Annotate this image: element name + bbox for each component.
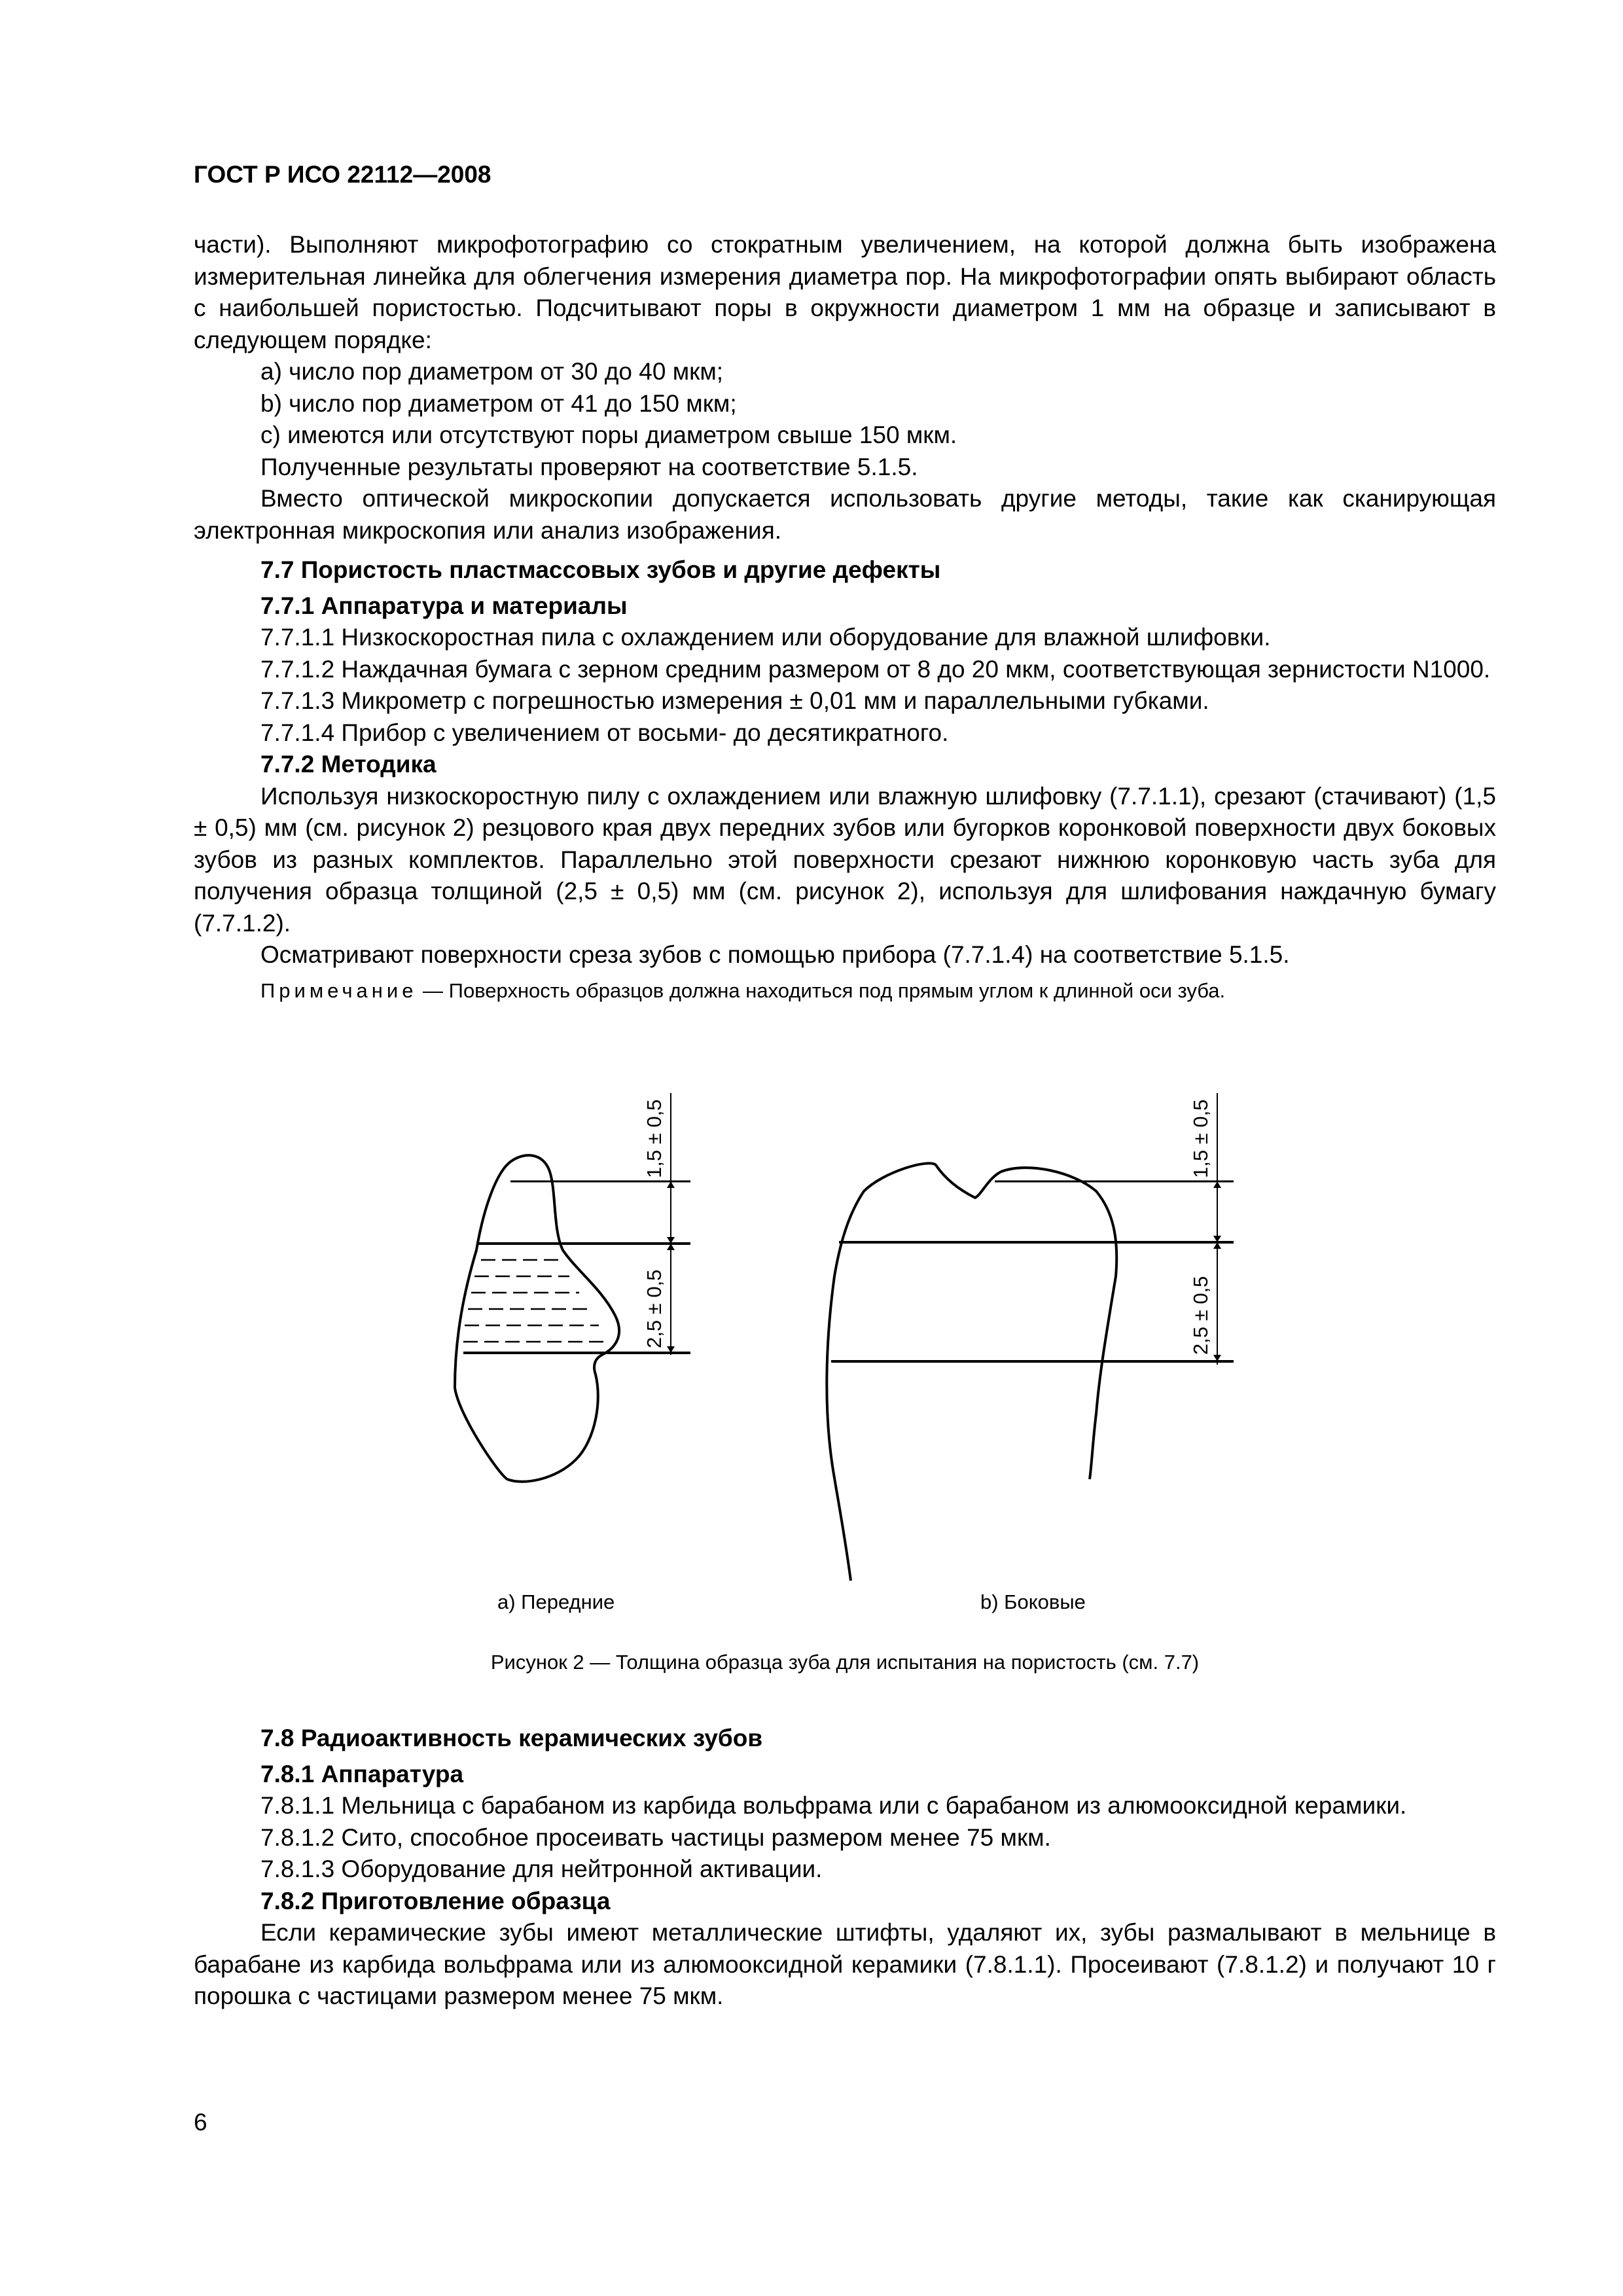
subsection-heading-7-8-2: 7.8.2 Приготовление образца xyxy=(260,1887,611,1914)
figure-2 xyxy=(393,1073,1296,1623)
list-item-a: a) число пор диаметром от 30 до 40 мкм; xyxy=(260,358,724,385)
list-item-b: b) число пор диаметром от 41 до 150 мкм; xyxy=(260,389,737,417)
section-heading-7-8: 7.8 Радиоактивность керамических зубов xyxy=(260,1725,763,1751)
dim-label-1-left: 1,5 ± 0,5 xyxy=(643,1099,666,1178)
list-item-c: c) имеются или отсутствуют поры диаметром свыше 150 мкм. xyxy=(260,422,957,448)
text-block-top xyxy=(194,229,1496,1007)
note xyxy=(194,975,1496,1007)
page-number: 6 xyxy=(194,2109,207,2136)
note-text: — Поверхность образцов должна находиться под прямым углом к длинной оси зуба. xyxy=(417,978,1226,1002)
list-item: 7.7.1.1 Низкоскоростная пила с охлаждением или оборудование для влажной шлифовки. xyxy=(260,624,1271,651)
paragraph: Осматривают поверхности среза зубов с помощью прибора (7.7.1.4) на соответствие 5.1.5. xyxy=(260,941,1290,968)
subsection-heading-7-8-1: 7.8.1 Аппаратура xyxy=(260,1760,464,1787)
dim-label-2-right: 2,5 ± 0,5 xyxy=(1189,1276,1212,1355)
front-tooth-outline xyxy=(455,1155,619,1482)
paragraph: Вместо оптической микроскопии допускается использовать другие методы, такие как сканирующая электронная микроскопия или анализ изображения. xyxy=(194,485,1496,544)
dim-label-2-left: 2,5 ± 0,5 xyxy=(643,1269,666,1348)
list-item: 7.8.1.3 Оборудование для нейтронной активации. xyxy=(260,1856,823,1882)
subsection-heading-7-7-1: 7.7.1 Аппаратура и материалы xyxy=(260,592,628,619)
list-item: 7.7.1.4 Прибор с увеличением от восьми- до десятикратного. xyxy=(260,719,949,746)
note-label: Примечание xyxy=(260,978,418,1002)
dim-label-1-right: 1,5 ± 0,5 xyxy=(1189,1099,1212,1178)
paragraph: части). Выполняют микрофотографию со стократным увеличением, на которой должна быть изображена измерительная линейка для облегчения измерения диаметра пор. На микрофотографии опять выбирают область с наибольшей пористостью. Подсчитывают поры в окружности диаметром 1 мм на образце и записывают в следующем порядке: xyxy=(194,231,1496,353)
tooth-diagram xyxy=(393,1073,1296,1623)
hatch-lines xyxy=(463,1260,609,1342)
list-item: 7.7.1.3 Микрометр с погрешностью измерения ± 0,01 мм и параллельными губками. xyxy=(260,687,1209,714)
list-item: 7.7.1.2 Наждачная бумага с зерном средним размером от 8 до 20 мкм, соответствующая зернистости N1000. xyxy=(260,655,1491,683)
figure-label-b: b) Боковые xyxy=(980,1590,1086,1613)
figure-label-a: a) Передние xyxy=(497,1590,615,1613)
paragraph: Используя низкоскоростную пилу с охлаждением или влажную шлифовку (7.7.1.1), срезают (стачивают) (1,5 ± 0,5) мм (см. рисунок 2) резцового края двух передних зубов или бугорков коронковой поверхности двух боковых зубов из разных комплектов. Параллельно этой поверхности срезают нижнюю коронковую часть зуба для получения образца толщиной (2,5 ± 0,5) мм (см. рисунок 2), используя для шлифования наждачную бумагу (7.7.1.2). xyxy=(194,782,1496,937)
paragraph: Полученные результаты проверяют на соответствие 5.1.5. xyxy=(260,453,918,480)
side-tooth-outline xyxy=(827,1163,1116,1581)
paragraph: Если керамические зубы имеют металлические штифты, удаляют их, зубы размалывают в мельнице в барабане из карбида вольфрама или из алюмооксидной керамики (7.8.1.1). Просеивают (7.8.1.2) и получают 10 г порошка с частицами размером менее 75 мкм. xyxy=(194,1919,1496,2009)
list-item: 7.8.1.2 Сито, способное просеивать частицы размером менее 75 мкм. xyxy=(260,1823,1051,1851)
document-header: ГОСТ Р ИСО 22112—2008 xyxy=(194,161,491,188)
figure-caption: Рисунок 2 — Толщина образца зуба для испытания на пористость (см. 7.7) xyxy=(490,1651,1200,1674)
text-block-bottom xyxy=(194,1715,1496,2013)
subsection-heading-7-7-2: 7.7.2 Методика xyxy=(260,751,437,778)
section-heading-7-7: 7.7 Пористость пластмассовых зубов и другие дефекты xyxy=(260,556,941,583)
list-item: 7.8.1.1 Мельница с барабаном из карбида вольфрама или с барабаном из алюмооксидной керамики. xyxy=(260,1792,1407,1819)
